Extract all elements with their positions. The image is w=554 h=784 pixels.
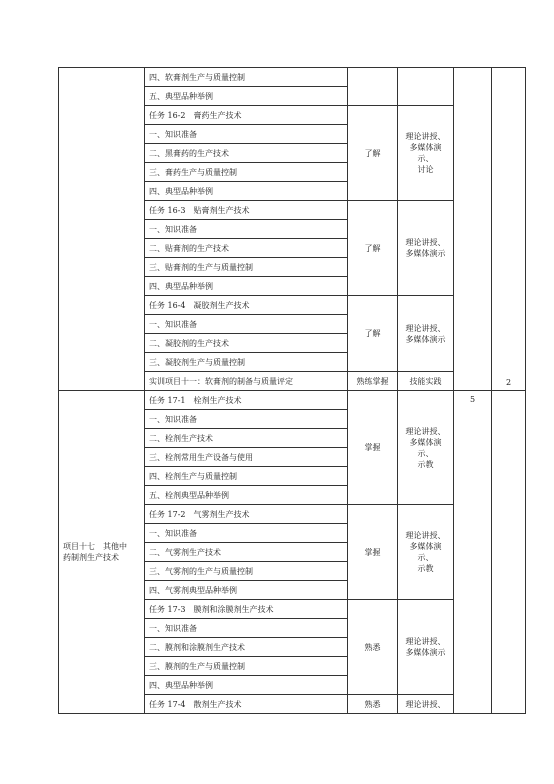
topic-text: 三、栓剂常用生产设备与使用: [145, 448, 348, 467]
level-text: 了解: [364, 329, 381, 338]
level-cell: [348, 600, 398, 695]
method-cell: [398, 201, 454, 296]
topic-text: 一、知识准备: [145, 220, 348, 239]
topic-text: 四、典型品种举例: [145, 676, 348, 695]
method-line: 讨论: [417, 165, 434, 174]
method-cell: [398, 391, 454, 505]
task-title: 任务 17-4 散剂生产技术: [145, 695, 348, 714]
practice-hours-cell: [492, 68, 526, 391]
level-cell: [348, 391, 398, 505]
method-cell-empty: [398, 68, 454, 106]
topic-text: 三、贴膏剂的生产与质量控制: [145, 258, 348, 277]
method-line: 多媒体演示、: [409, 542, 442, 562]
topic-text: 四、气雾剂典型品种举例: [145, 581, 348, 600]
topic-text: 一、知识准备: [145, 619, 348, 638]
topic-text: 四、软膏剂生产与质量控制: [145, 68, 348, 87]
curriculum-table: [58, 67, 526, 714]
topic-text: 一、知识准备: [145, 125, 348, 144]
task-title: 任务 16-2 膏药生产技术: [145, 106, 348, 125]
method-cell: [398, 600, 454, 695]
method-line: 理论讲授、: [405, 426, 446, 436]
method-cell: [398, 106, 454, 201]
method-line: 理论讲授、: [405, 699, 446, 709]
theory-hours-cell-empty: [454, 68, 492, 391]
project-cell-empty: [59, 68, 145, 391]
method-line: 多媒体演示: [405, 648, 446, 657]
topic-text: 二、凝胶剂的生产技术: [145, 334, 348, 353]
topic-text: 三、膏药生产与质量控制: [145, 163, 348, 182]
level-text: 掌握: [364, 547, 381, 557]
level-text: 了解: [364, 148, 381, 158]
task-title: 任务 16-3 贴膏剂生产技术: [145, 201, 348, 220]
topic-text: 四、典型品种举例: [145, 277, 348, 296]
topic-text: 二、贴膏剂的生产技术: [145, 239, 348, 258]
method-line: 多媒体演示、: [409, 437, 442, 458]
method-line: 理论讲授、: [405, 132, 446, 141]
practice-title: 实训项目十一：软膏剂的制备与质量评定: [145, 372, 348, 391]
method-line: 多媒体演示: [405, 249, 446, 258]
method-line: 示教: [417, 564, 434, 573]
project-name-cell: [59, 391, 145, 714]
level-cell: [348, 505, 398, 600]
level-cell: [348, 201, 398, 296]
topic-text: 二、栓剂生产技术: [145, 429, 348, 448]
task-title: 任务 17-3 膜剂和涂膜剂生产技术: [145, 600, 348, 619]
topic-text: 二、膜剂和涂膜剂生产技术: [145, 638, 348, 657]
method-line: 理论讲授、: [405, 323, 446, 333]
level-cell: [348, 296, 398, 372]
method-cell: [398, 695, 454, 714]
level-text: 熟悉: [364, 642, 381, 652]
topic-text: 三、膜剂的生产与质量控制: [145, 657, 348, 676]
level-text: 了解: [364, 243, 381, 253]
method-line: 理论讲授、: [405, 637, 446, 646]
method-line: 理论讲授、: [405, 531, 446, 540]
method-line: 多媒体演示、: [409, 143, 442, 163]
theory-hours: 5: [469, 395, 476, 404]
method-cell: [398, 505, 454, 600]
task-title: 任务 17-1 栓剂生产技术: [145, 391, 348, 410]
project-name-line: 药制剂生产技术: [63, 553, 119, 562]
topic-text: 四、典型品种举例: [145, 182, 348, 201]
level-text: 熟悉: [348, 695, 398, 714]
level-cell: [348, 106, 398, 201]
topic-text: 三、凝胶剂生产与质量控制: [145, 353, 348, 372]
topic-text: 一、知识准备: [145, 524, 348, 543]
topic-text: 五、栓剂典型品种举例: [145, 486, 348, 505]
method-text: 技能实践: [398, 372, 454, 391]
topic-text: 五、典型品种举例: [145, 87, 348, 106]
level-text: 熟练掌握: [348, 372, 398, 391]
topic-text: 二、黑膏药的生产技术: [145, 144, 348, 163]
topic-text: 三、气雾剂的生产与质量控制: [145, 562, 348, 581]
topic-text: 四、栓剂生产与质量控制: [145, 467, 348, 486]
method-line: 理论讲授、: [405, 238, 446, 247]
method-cell: [398, 296, 454, 372]
level-text: 掌握: [364, 443, 381, 452]
topic-text: 二、气雾剂生产技术: [145, 543, 348, 562]
method-line: 多媒体演示: [405, 334, 446, 344]
topic-text: 一、知识准备: [145, 315, 348, 334]
task-title: 任务 17-2 气雾剂生产技术: [145, 505, 348, 524]
task-title: 任务 16-4 凝胶剂生产技术: [145, 296, 348, 315]
project-name-line: 项目十七 其他中: [63, 542, 127, 551]
practice-hours: 2: [505, 378, 512, 387]
theory-hours-cell: [454, 391, 492, 714]
topic-text: 一、知识准备: [145, 410, 348, 429]
practice-hours-cell-empty: [492, 391, 526, 714]
level-cell-empty: [348, 68, 398, 106]
method-line: 示教: [417, 459, 434, 469]
